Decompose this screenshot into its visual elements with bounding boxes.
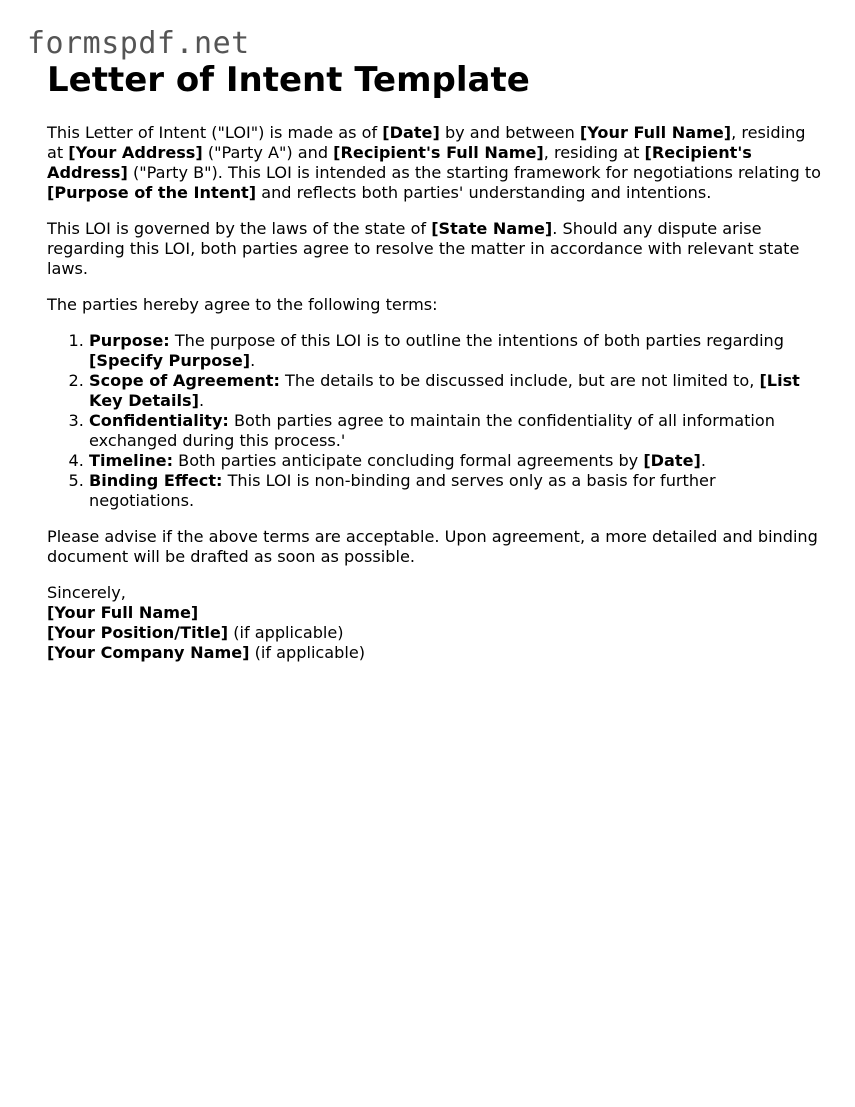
placeholder-company-name: [Your Company Name] — [47, 643, 250, 662]
term-placeholder: [List Key Details] — [89, 371, 800, 410]
intro-text-7: and reflects both parties' understanding and intentions. — [256, 183, 712, 202]
term-placeholder: [Specify Purpose] — [89, 351, 251, 370]
term-item-scope — [89, 371, 822, 411]
governing-law-paragraph — [47, 219, 822, 279]
intro-text-1: This Letter of Intent ("LOI") is made as of — [47, 123, 383, 142]
term-text: Both parties agree to maintain the confidentiality of all information exchanged during this process.' — [89, 411, 775, 450]
placeholder-recipient-address: [Recipient's Address] — [47, 143, 752, 182]
placeholder-your-address: [Your Address] — [68, 143, 203, 162]
page-title: Letter of Intent Template — [47, 60, 530, 100]
term-item-purpose — [89, 331, 822, 371]
term-item-binding-effect — [89, 471, 822, 511]
intro-text-6: ("Party B"). This LOI is intended as the starting framework for negotiations relating to — [127, 163, 821, 182]
governing-text-2: . Should any dispute arise regarding this LOI, both parties agree to resolve the matter in accordance with relevant state laws. — [47, 219, 800, 278]
intro-text-3: , residing at — [47, 123, 806, 162]
placeholder-signer-name: [Your Full Name] — [47, 603, 199, 622]
term-punct: . — [199, 391, 205, 410]
advise-paragraph: Please advise if the above terms are acceptable. Upon agreement, a more detailed and binding document will be drafted as soon as possible. — [47, 527, 818, 566]
signature-line-position — [47, 623, 822, 643]
term-punct: . — [700, 451, 706, 470]
watermark-logo: formspdf.net — [27, 26, 250, 61]
placeholder-date: [Date] — [382, 123, 440, 142]
term-item-confidentiality — [89, 411, 822, 451]
term-text: The purpose of this LOI is to outline the intentions of both parties regarding — [169, 331, 784, 350]
term-label: Purpose: — [89, 331, 170, 350]
terms-list — [47, 331, 822, 511]
term-label: Binding Effect: — [89, 471, 223, 490]
term-punct: . — [250, 351, 256, 370]
placeholder-purpose-of-intent: [Purpose of the Intent] — [47, 183, 257, 202]
placeholder-recipient-name: [Recipient's Full Name] — [333, 143, 544, 162]
term-item-timeline — [89, 451, 822, 471]
term-text: Both parties anticipate concluding formal agreements by — [173, 451, 644, 470]
term-label: Timeline: — [89, 451, 174, 470]
position-note: (if applicable) — [228, 623, 344, 642]
placeholder-your-full-name: [Your Full Name] — [579, 123, 732, 142]
intro-paragraph — [47, 123, 822, 203]
intro-text-5: , residing at — [543, 143, 645, 162]
closing-salutation: Sincerely, — [47, 583, 126, 602]
terms-intro: The parties hereby agree to the following terms: — [47, 295, 438, 314]
signature-line-company — [47, 643, 822, 663]
term-text: The details to be discussed include, but are not limited to, — [279, 371, 760, 390]
intro-text-4: ("Party A") and — [202, 143, 334, 162]
governing-text-1: This LOI is governed by the laws of the state of — [47, 219, 432, 238]
term-text: This LOI is non-binding and serves only as a basis for further negotiations. — [89, 471, 716, 510]
signature-block — [47, 583, 822, 663]
term-placeholder: [Date] — [643, 451, 701, 470]
letter-body — [47, 123, 822, 663]
intro-text-2: by and between — [439, 123, 580, 142]
placeholder-position-title: [Your Position/Title] — [47, 623, 229, 642]
company-note: (if applicable) — [249, 643, 365, 662]
term-label: Scope of Agreement: — [89, 371, 280, 390]
term-label: Confidentiality: — [89, 411, 229, 430]
signature-line-name — [47, 603, 822, 623]
placeholder-state-name: [State Name] — [431, 219, 553, 238]
